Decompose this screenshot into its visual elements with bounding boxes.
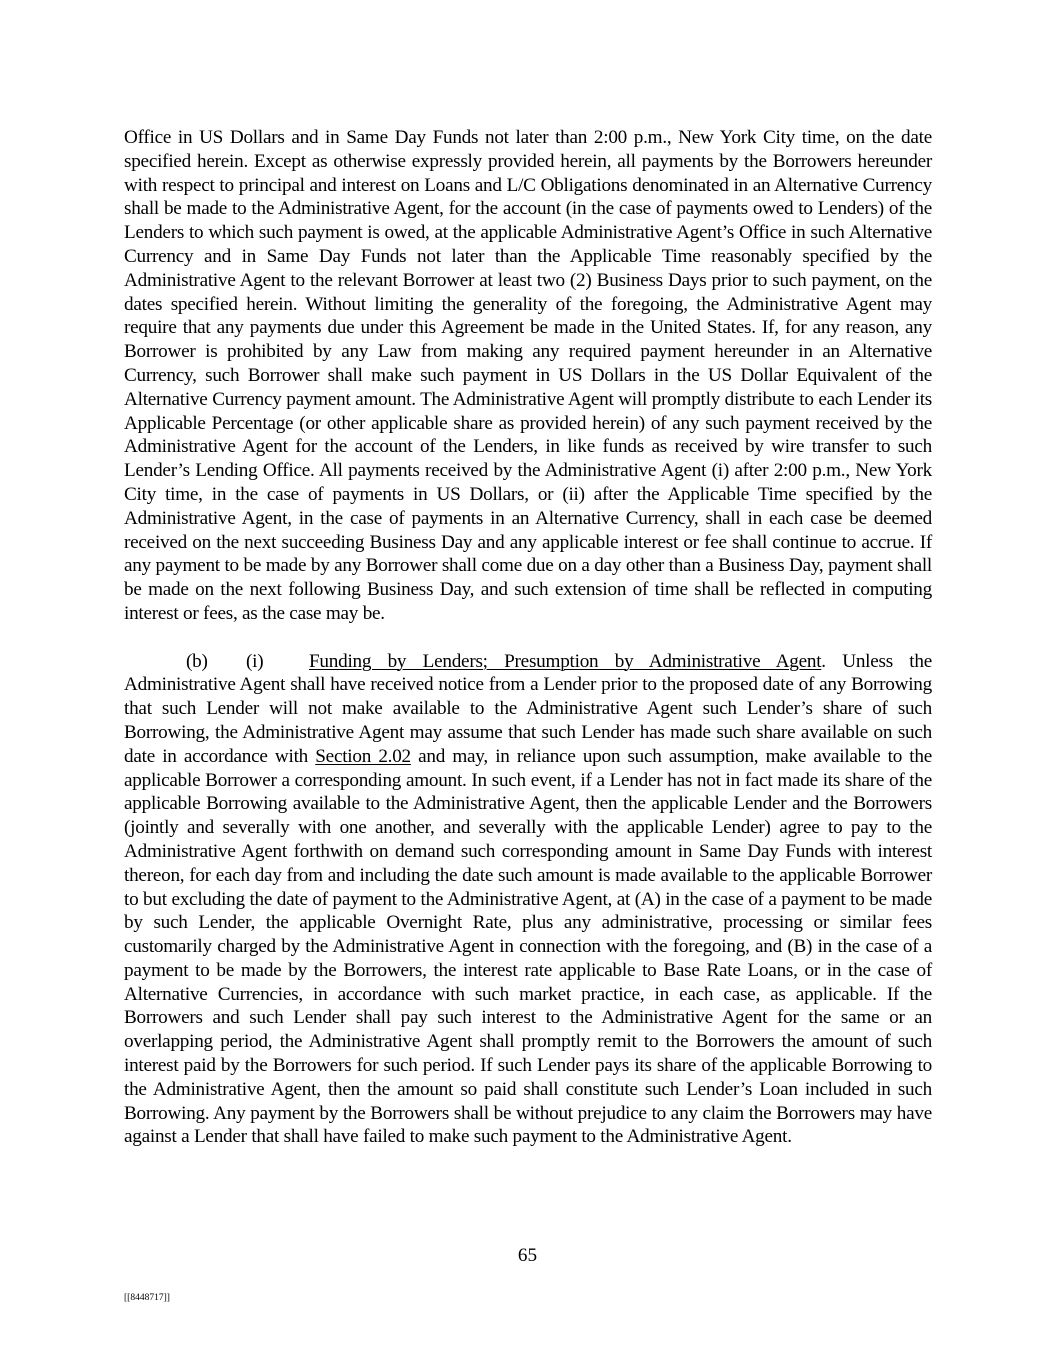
- document-id-footer: [[8448717]]: [124, 1293, 170, 1303]
- page-number: 65: [517, 1245, 538, 1266]
- paragraph-text-part-2: and may, in reliance upon such assumption, make available to the applicable Borrower a corresponding amount. In such event, if a Lender has not in fact made its share of the applicable Borrowing available to the Administrative Agent, then the applicable Lender and the Borrowers (jointly and severally with one another, and severally with the applicable Lender) agree to pay to the Administrative Agent forthwith on demand such corresponding amount in Same Day Funds with interest thereon, for each day from and including the date such amount is made available to the applicable Borrower to but excluding the date of payment to the Administrative Agent, at (A) in the case of a payment to be made by such Lender, the applicable Overnight Rate, plus any administrative, processing or similar fees customarily charged by the Administrative Agent in connection with the foregoing, and (B) in the case of a payment to be made by the Borrowers, the interest rate applicable to Base Rate Loans, or in the case of Alternative Currencies, in accordance with such market practice, in each case, as applicable. If the Borrowers and such Lender shall pay such interest to the Administrative Agent for the same or an overlapping period, the Administrative Agent shall promptly remit to the Borrowers the amount of such interest paid by the Borrowers for such period. If such Lender pays its share of the applicable Borrowing to the Administrative Agent, then the amount so paid shall constitute such Lender’s Loan included in such Borrowing. Any payment by the Borrowers shall be without prejudice to any claim the Borrowers may have against a Lender that shall have failed to make such payment to the Administrative Agent.: [124, 745, 932, 1148]
- paragraph-payments: Office in US Dollars and in Same Day Funds not later than 2:00 p.m., New York City time, on the date specified herein. Except as otherwise expressly provided herein, all payments by the Borrowers hereunder with respect to principal and interest on Loans and L/C Obligations denominated in an Alternative Currency shall be made to the Administrative Agent, for the account (in the case of payments owed to Lenders) of the Lenders to which such payment is owed, at the applicable Administrative Agent’s Office in such Alternative Currency and in Same Day Funds not later than the Applicable Time reasonably specified by the Administrative Agent to the relevant Borrower at least two (2) Business Days prior to such payment, on the dates specified herein. Without limiting the generality of the foregoing, the Administrative Agent may require that any payments due under this Agreement be made in the United States. If, for any reason, any Borrower is prohibited by any Law from making any required payment hereunder in an Alternative Currency, such Borrower shall make such payment in US Dollars in the US Dollar Equivalent of the Alternative Currency payment amount. The Administrative Agent will promptly distribute to each Lender its Applicable Percentage (or other applicable share as provided herein) of any such payment received by the Administrative Agent for the account of the Lenders, in like funds as received by wire transfer to such Lender’s Lending Office. All payments received by the Administrative Agent (i) after 2:00 p.m., New York City time, in the case of payments in US Dollars, or (ii) after the Applicable Time specified by the Administrative Agent, in the case of payments in an Alternative Currency, shall in each case be deemed received on the next succeeding Business Day and any applicable interest or fee shall continue to accrue. If any payment to be made by any Borrower shall come due on a day other than a Business Day, payment shall be made on the next following Business Day, and such extension of time shall be reflected in computing interest or fees, as the case may be.: [124, 127, 932, 624]
- paragraph-text-part-1: . Unless the Administrative Agent shall have received notice from a Lender prior to the proposed date of any Borrowing that such Lender will not make available to the Administrative Agent such Lender’s share of such Borrowing, the Administrative Agent may assume that such Lender has made such share available on such date in accordance with: [124, 650, 932, 767]
- clause-label-i: (i): [246, 650, 264, 672]
- document-page: [124, 126, 932, 1149]
- section-heading: Funding by Lenders; Presumption by Administrative Agent: [309, 650, 822, 672]
- paragraph-funding-by-lenders: [124, 650, 932, 1150]
- clause-label-b: (b): [186, 650, 208, 672]
- section-reference-link[interactable]: Section 2.02: [315, 745, 411, 767]
